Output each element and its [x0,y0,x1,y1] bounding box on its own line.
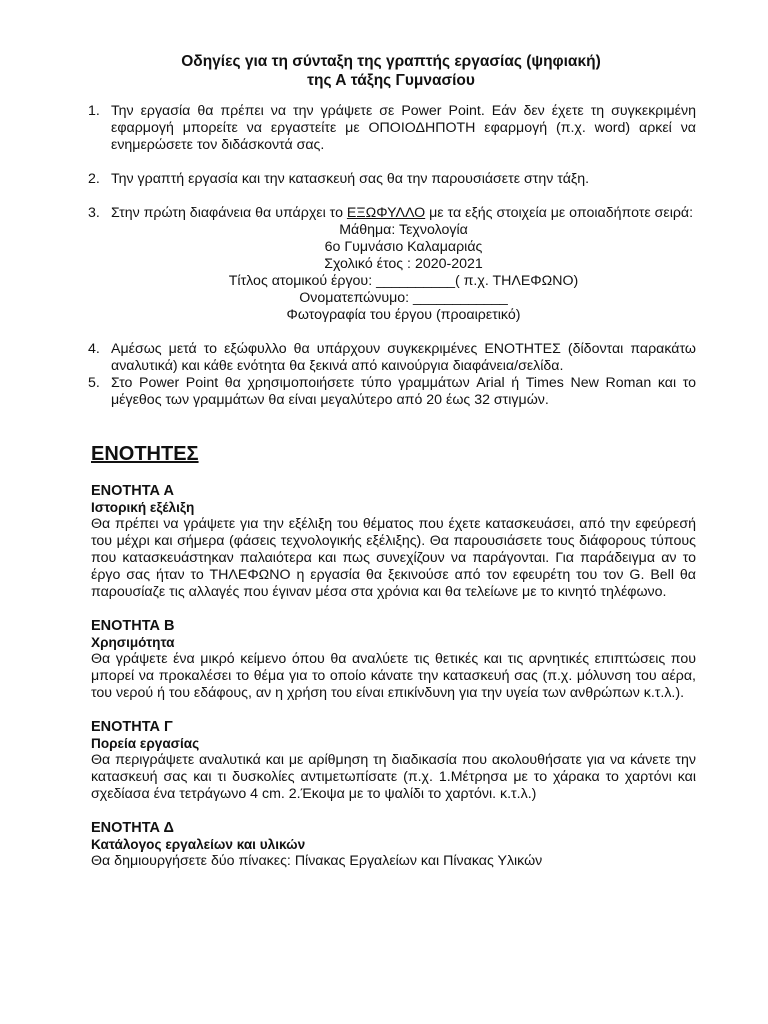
list-item [86,205,696,324]
cover-line-project-title: Τίτλος ατομικού έργου: __________( π.χ. ΤΗΛΕΦΩΝΟ) [228,273,579,289]
title-line-1: Οδηγίες για τη σύνταξη της γραπτής εργασίας (ψηφιακή) [181,53,601,70]
list-item-text: Την εργασία θα πρέπει να την γράψετε σε Power Point. Εάν δεν έχετε τη συγκεκριμένη εφαρμογή μπορείτε να εργαστείτε με ΟΠΟΙΟΔΗΠΟΤΗ εφαρμογή (π.χ. word) αρκεί να ενημερώσετε τον διδάσκοντά σας. [111,103,696,153]
section-subheading: Κατάλογος εργαλείων και υλικών [91,837,306,852]
section-subheading: Χρησιμότητα [91,635,175,650]
list-item-number: 2. [88,171,100,187]
section-body: Θα πρέπει να γράψετε για την εξέλιξη του θέματος που έχετε κατασκευάσει, από την εφεύρεσή του μέχρι και σήμερα (φάσεις τεχνολογικής εξέλιξης). Θα παρουσιάσετε τους διάφορους τύπους που κατασκευάστηκαν παλαιότερα και πως συνεχίζουν να παράγονται. Για παράδειγμα αν το έργο σας ήταν το ΤΗΛΕΦΩΝΟ η εργασία θα ξεκινούσε από τον εφευρέτη του τον G. Bell θα παρουσίαζε τις αλλαγές που έγιναν μέσα στα χρόνια και θα τελείωνε με το κινητό τηλέφωνο. [91,516,696,600]
list-item-text: Την γραπτή εργασία και την κατασκευή σας θα την παρουσιάσετε στην τάξη. [111,171,590,187]
title-line-2: της Α τάξης Γυμνασίου [307,72,475,89]
section-heading: ΕΝΟΤΗΤΑ Γ [91,719,173,735]
section-body: Θα περιγράψετε αναλυτικά και με αρίθμηση τη διαδικασία που ακολουθήσατε για να κάνετε την κατασκευή σας και τι δυσκολίες αντιμετωπίσατε (π.χ. 1.Μέτρησα με το χάρακα το χαρτόνι και σχεδίασα ένα τετράγωνο 4 cm. 2.Έκοψα με το ψαλίδι το χαρτόνι. κ.τ.λ.) [91,752,696,802]
list-item [86,341,696,375]
list-item-text: Αμέσως μετά το εξώφυλλο θα υπάρχουν συγκεκριμένες ΕΝΟΤΗΤΕΣ (δίδονται παρακάτω αναλυτικά) και κάθε ενότητα θα ξεκινά από καινούργια διαφάνεια/σελίδα. [111,341,696,374]
list-item-text-before: Στην πρώτη διαφάνεια θα υπάρχει το [111,205,347,221]
section-body: Θα δημιουργήσετε δύο πίνακες: Πίνακας Εργαλείων και Πίνακας Υλικών [91,853,543,869]
list-item-text-after: με τα εξής στοιχεία με οποιαδήποτε σειρά: [425,205,694,221]
sections-heading: ΕΝΟΤΗΤΕΣ [91,443,199,465]
cover-line-year: Σχολικό έτος : 2020-2021 [324,256,483,272]
section-heading: ΕΝΟΤΗΤΑ Δ [91,820,174,836]
section-c [91,719,696,803]
list-item-number: 3. [88,205,100,221]
instructions-list [86,103,696,409]
list-item [86,171,696,188]
document-title [86,52,696,90]
section-a [91,483,696,601]
cover-line-photo: Φωτογραφία του έργου (προαιρετικό) [286,307,521,323]
section-subheading: Ιστορική εξέλιξη [91,500,195,515]
list-item [86,103,696,154]
section-b [91,618,696,702]
list-item [86,375,696,409]
cover-line-school: 6ο Γυμνάσιο Καλαμαριάς [324,239,483,255]
list-item-number: 4. [88,341,100,357]
section-subheading: Πορεία εργασίας [91,736,200,751]
section-heading: ΕΝΟΤΗΤΑ Α [91,483,174,499]
cover-details [111,222,696,324]
list-item-number: 5. [88,375,100,391]
section-body: Θα γράψετε ένα μικρό κείμενο όπου θα αναλύετε τις θετικές και τις αρνητικές επιπτώσεις που μπορεί να προκαλέσει το θέμα για το οποίο κάνατε την κατασκευή σας (π.χ. μόλυνση του αέρα, του νερού ή του εδάφους, αν η χρήση του είναι επικίνδυνη για την υγεία των ανθρώπων κ.τ.λ.). [91,651,696,701]
cover-line-subject: Μάθημα: Τεχνολογία [339,222,468,238]
cover-keyword: ΕΞΩΦΥΛΛΟ [346,205,426,221]
section-heading: ΕΝΟΤΗΤΑ Β [91,618,175,634]
list-item-number: 1. [88,103,100,119]
list-item-text: Στο Power Point θα χρησιμοποιήσετε τύπο γραμμάτων Arial ή Times New Roman και το μέγεθος των γραμμάτων θα είναι μεγαλύτερο από 20 έως 32 στιγμών. [111,375,696,408]
cover-line-name: Ονοματεπώνυμο: ____________ [299,290,508,306]
section-d [91,820,696,870]
